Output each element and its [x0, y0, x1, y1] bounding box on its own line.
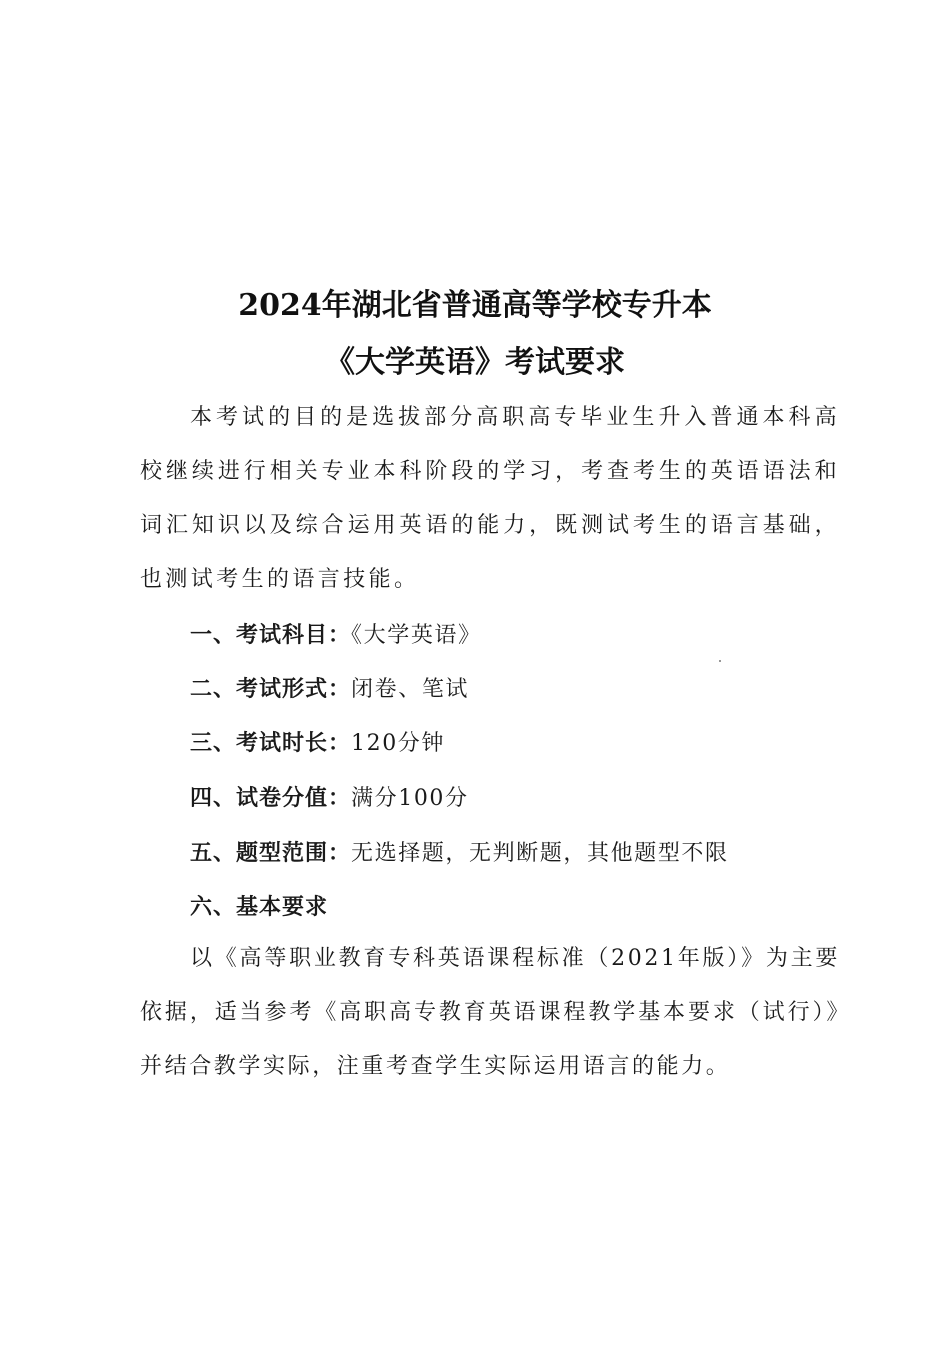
requirement-item-question-types [190, 838, 729, 869]
document-title-line1: 2024年湖北省普通高等学校专升本 [238, 288, 712, 323]
item-label: 二、考试形式： [190, 676, 352, 702]
item-value: 无选择题，无判断题，其他题型不限 [351, 841, 729, 866]
item-value: 满分100分 [351, 786, 469, 811]
basis-paragraph: 以《高等职业教育专科英语课程标准（2021年版）》为主要依据，适当参考《高职高专教育英语课程教学基本要求（试行）》并结合教学实际，注重考查学生实际运用语言的能力。 [140, 946, 840, 1079]
item-value: 120分钟 [351, 731, 446, 756]
requirement-item-basic-requirements [190, 892, 328, 923]
item-label: 五、题型范围： [190, 840, 352, 866]
item-label: 四、试卷分值： [190, 785, 352, 811]
item-label: 六、基本要求 [190, 894, 329, 920]
item-value: 《大学英语》 [351, 623, 482, 648]
intro-paragraph: 本考试的目的是选拔部分高职高专毕业生升入普通本科高校继续进行相关专业本科阶段的学习，考查考生的英语语法和词汇知识以及综合运用英语的能力，既测试考生的语言基础，也测试考生的语言技能。 [140, 405, 840, 592]
requirement-item-duration [190, 728, 445, 759]
item-label: 一、考试科目： [190, 622, 352, 648]
requirement-item-score [190, 783, 469, 814]
document-title-line2: 《大学英语》考试要求 [325, 345, 625, 380]
item-label: 三、考试时长： [190, 730, 352, 756]
scan-speck [719, 660, 721, 662]
requirement-item-format [190, 674, 469, 705]
item-value: 闭卷、笔试 [351, 677, 470, 702]
requirement-item-subject [190, 620, 482, 651]
